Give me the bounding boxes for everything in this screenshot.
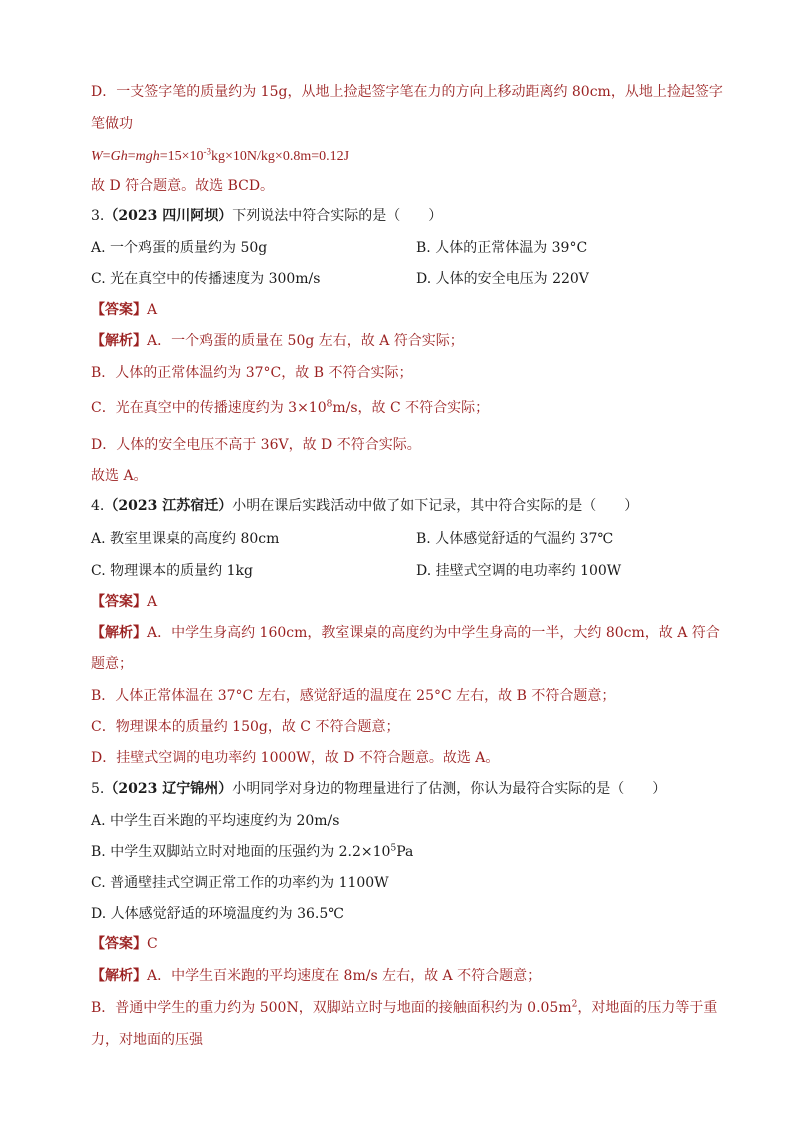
q5-analysis-line-3: 力，对地面的压强 — [91, 1032, 203, 1048]
formula-symbol-W: W — [91, 149, 103, 164]
q3-option-a: A. 一个鸡蛋的质量约为 50g — [91, 240, 268, 256]
q5-option-c: C. 普通壁挂式空调正常工作的功率约为 1100W — [91, 875, 389, 891]
question-source: （2023 江苏宿迁） — [104, 498, 233, 514]
q3-analysis-line-4: D．人体的安全电压不高于 36V，故 D 不符合实际。 — [91, 437, 421, 453]
q5-option-d: D. 人体感觉舒适的环境温度约为 36.5℃ — [91, 906, 344, 922]
q3-analysis-line-5: 故选 A。 — [91, 468, 148, 484]
work-formula: $W=Gh=mgh=15\times 10^{-3}kg\times 10N/kg\times 0.8m=0.12J$ — [91, 146, 350, 164]
prev-solution-conclusion: 故 D 符合题意。故选 BCD。 — [91, 178, 275, 194]
q5-analysis-line-1: 【解析】A．中学生百米跑的平均速度在 8m/s 左右，故 A 不符合题意； — [91, 968, 542, 984]
question-4-stem — [91, 496, 638, 516]
q4-option-c: C. 物理课本的质量约 1kg — [91, 563, 253, 579]
q5-option-b: B. 中学生双脚站立时对地面的压强约为 $2.2\times 10^5Pa$ — [91, 843, 414, 860]
prev-solution-line-1: D．一支签字笔的质量约为 15g，从地上捡起签字笔在力的方向上移动距离约 80cm，从地上捡起签字 — [91, 84, 723, 100]
q4-analysis-line-2: 题意； — [91, 656, 133, 672]
question-text: 小明在课后实践活动中做了如下记录，其中符合实际的是（ ） — [232, 498, 639, 514]
q4-analysis-line-5: D．挂壁式空调的电功率约 1000W，故 D 不符合题意。故选 A。 — [91, 750, 500, 766]
question-source: （2023 辽宁锦州） — [104, 781, 233, 797]
q4-option-d: D. 挂壁式空调的电功率约 100W — [416, 563, 622, 579]
q3-analysis-line-3: C．光在真空中的传播速度约为 $3\times 10^8m/s$，故 C 不符合实际； — [91, 399, 490, 416]
q3-analysis-line-1: 【解析】A．一个鸡蛋的质量在 50g 左右，故 A 符合实际； — [91, 333, 464, 349]
q3-answer: 【答案】A — [91, 302, 158, 318]
q3-option-b: B. 人体的正常体温为 39°C — [416, 240, 588, 256]
formula-symbol-mgh: mgh — [135, 149, 160, 164]
formula-symbol-Gh: Gh — [110, 149, 128, 164]
question-number: 4. — [91, 498, 105, 514]
q4-analysis-line-3: B．人体正常体温在 37°C 左右，感觉舒适的温度在 25°C 左右，故 B 不符合题意； — [91, 688, 616, 704]
q5-option-a: A. 中学生百米跑的平均速度约为 20m/s — [91, 813, 340, 829]
prev-solution-line-2: 笔做功 — [91, 116, 133, 132]
question-text: 小明同学对身边的物理量进行了估测，你认为最符合实际的是（ ） — [232, 781, 667, 797]
q3-option-c: C. 光在真空中的传播速度为 300m/s — [91, 271, 321, 287]
q4-analysis-line-4: C．物理课本的质量约 150g，故 C 不符合题意； — [91, 719, 400, 735]
question-number: 5. — [91, 781, 105, 797]
q3-option-d: D. 人体的安全电压为 220V — [416, 271, 589, 287]
q4-option-a: A. 教室里课桌的高度约 80cm — [91, 531, 280, 547]
question-number: 3. — [91, 208, 105, 224]
question-text: 下列说法中符合实际的是（ ） — [232, 208, 443, 224]
question-5-stem — [91, 779, 666, 799]
question-3-stem — [91, 206, 442, 226]
q4-analysis-line-1: 【解析】A．中学生身高约 160cm，教室课桌的高度约为中学生身高的一半，大约 80cm，故 A 符合 — [91, 625, 720, 641]
question-source: （2023 四川阿坝） — [104, 208, 233, 224]
q5-answer: 【答案】C — [91, 936, 158, 952]
q4-answer: 【答案】A — [91, 594, 158, 610]
q3-analysis-line-2: B．人体的正常体温约为 37°C，故 B 不符合实际； — [91, 365, 413, 381]
q4-option-b: B. 人体感觉舒适的气温约 37℃ — [416, 531, 614, 547]
q5-analysis-line-2: B．普通中学生的重力约为 500N，双脚站立时与地面的接触面积约为 $0.05m^2$，对地面的压力等于重 — [91, 999, 718, 1016]
